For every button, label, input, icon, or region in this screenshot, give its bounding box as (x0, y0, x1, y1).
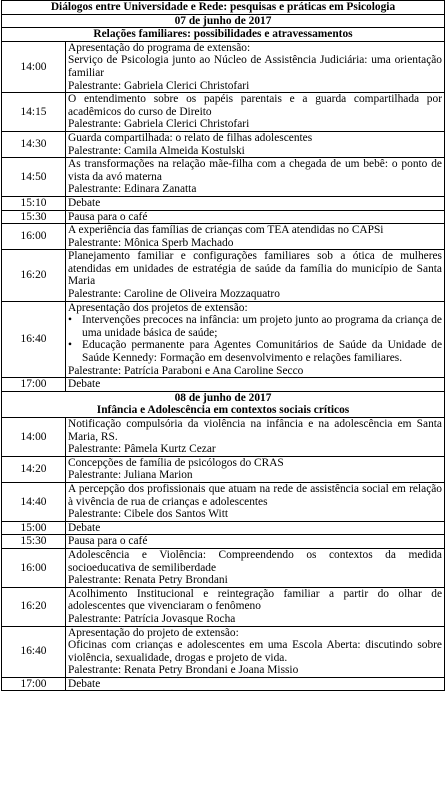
session-time: 15:30 (2, 535, 66, 549)
session-speaker: Palestrante: Cibele dos Santos Witt (68, 508, 229, 521)
session-time: 15:00 (2, 521, 66, 535)
session-time: 16:40 (2, 301, 66, 378)
session-cell (66, 548, 445, 587)
session-title: A percepção dos profissionais que atuam na rede de assistência social em relação à vivência de rua de crianças e adolescentes (68, 482, 442, 508)
session-label: Apresentação do projeto de extensão: (68, 626, 239, 639)
session-speaker: Palestrante: Camila Almeida Kostulski (68, 144, 245, 157)
session-cell (66, 131, 445, 157)
session-speaker: Palestrante: Edinara Zanatta (68, 183, 197, 196)
session-time: 14:15 (2, 93, 66, 132)
table-row (2, 482, 445, 521)
session-time: 14:30 (2, 131, 66, 157)
event-title: Diálogos entre Universidade e Rede: pesquisas e práticas em Psicologia (2, 1, 445, 15)
table-row (2, 93, 445, 132)
day-header-row (2, 391, 445, 417)
project-list (68, 314, 442, 364)
session-speaker: Palestrante: Gabriela Clerici Christofari (68, 79, 250, 92)
session-time: 17:00 (2, 378, 66, 392)
session-title: Debate (66, 677, 445, 691)
session-time: 17:00 (2, 677, 66, 691)
table-row (2, 548, 445, 587)
session-time: 15:10 (2, 196, 66, 210)
table-row (2, 418, 445, 457)
session-title: Pausa para o café (66, 210, 445, 224)
day-theme: Relações familiares: possibilidades e atravessamentos (2, 28, 445, 42)
table-row (2, 196, 445, 210)
day-theme: Infância e Adolescência em contextos sociais críticos (96, 404, 350, 417)
session-time: 14:40 (2, 482, 66, 521)
session-time: 16:40 (2, 626, 66, 677)
session-speaker: Palestrante: Renata Petry Brondani e Joana Missio (68, 664, 299, 677)
session-title: Oficinas com crianças e adolescentes em uma Escola Aberta: discutindo sobre violência, sexualidade, drogas e projeto de vida. (68, 639, 442, 664)
session-cell (66, 158, 445, 197)
session-cell (66, 482, 445, 521)
session-time: 16:20 (2, 250, 66, 301)
session-cell (66, 301, 445, 378)
table-row (2, 677, 445, 691)
session-time: 16:00 (2, 224, 66, 250)
session-title: Pausa para o café (66, 535, 445, 549)
day-date: 07 de junho de 2017 (2, 14, 445, 28)
session-label: Apresentação dos projetos de extensão: (68, 301, 248, 314)
session-cell (66, 418, 445, 457)
table-row (2, 626, 445, 677)
session-time: 14:20 (2, 456, 66, 482)
table-row (2, 456, 445, 482)
session-speaker: Palestrante: Renata Petry Brondani (68, 574, 228, 587)
session-cell (66, 93, 445, 132)
session-speaker: Palestrante: Caroline de Oliveira Mozzaquatro (68, 288, 280, 301)
schedule-table (1, 0, 445, 691)
list-item: • Intervenções precoces na infância: um projeto junto ao programa da criança de uma unidade básica de saúde; (68, 314, 442, 339)
session-cell (66, 456, 445, 482)
table-row (2, 210, 445, 224)
session-title: Concepções de família de psicólogos do CRAS (68, 456, 284, 469)
session-title: Adolescência e Violência: Compreendendo os contextos da medida socioeducativa de semiliberdade (68, 548, 442, 574)
session-time: 14:50 (2, 158, 66, 197)
session-title: O entendimento sobre os papéis parentais e a guarda compartilhada por acadêmicos do curso de Direito (68, 93, 442, 118)
table-title-row (2, 1, 445, 15)
session-speaker: Palestrante: Mônica Sperb Machado (68, 236, 234, 249)
table-row (2, 131, 445, 157)
table-row (2, 521, 445, 535)
day-header-row (2, 28, 445, 42)
session-title: Debate (66, 521, 445, 535)
table-row (2, 158, 445, 197)
session-speaker: Palestrante: Patrícia Paraboni e Ana Caroline Secco (68, 364, 304, 377)
table-row (2, 224, 445, 250)
session-cell (66, 250, 445, 301)
session-speaker: Palestrante: Juliana Marion (68, 469, 193, 482)
session-title: Guarda compartilhada: o relato de filhas adolescentes (68, 131, 313, 144)
session-time: 14:00 (2, 41, 66, 92)
session-cell (66, 626, 445, 677)
session-title: Acolhimento Institucional e reintegração familiar a partir do olhar de adolescentes que vivenciaram o fenômeno (68, 587, 442, 613)
session-cell (66, 41, 445, 92)
table-row (2, 587, 445, 626)
session-title: Debate (66, 378, 445, 392)
session-title: Planejamento familiar e configurações familiares sob a ótica de mulheres atendidas em unidades de estratégia de saúde da família do município de Santa Maria (68, 250, 442, 288)
day-header-cell (2, 391, 445, 417)
table-row (2, 535, 445, 549)
session-title: Serviço de Psicologia junto ao Núcleo de Assistência Judiciária: uma orientação familiar (68, 54, 442, 79)
table-row (2, 301, 445, 378)
session-cell (66, 587, 445, 626)
session-title: Notificação compulsória da violência na infância e na adolescência em Santa Maria, RS. (68, 418, 442, 443)
session-speaker: Palestrante: Gabriela Clerici Christofari (68, 118, 250, 131)
session-time: 16:20 (2, 587, 66, 626)
session-speaker: Palestrante: Patrícia Jovasque Rocha (68, 612, 236, 625)
session-time: 14:00 (2, 418, 66, 457)
session-title: A experiência das famílias de crianças com TEA atendidas no CAPSi (68, 224, 384, 237)
session-speaker: Palestrante: Pâmela Kurtz Cezar (68, 443, 216, 456)
session-cell (66, 224, 445, 250)
session-time: 16:00 (2, 548, 66, 587)
table-row (2, 378, 445, 392)
session-label: Apresentação do programa de extensão: (68, 41, 251, 54)
day-date: 08 de junho de 2017 (174, 391, 272, 404)
session-title: As transformações na relação mãe-filha com a chegada de um bebê: o ponto de vista da avó materna (68, 158, 442, 183)
table-row (2, 250, 445, 301)
list-item: • Educação permanente para Agentes Comunitários de Saúde da Unidade de Saúde Kennedy: Formação em desenvolvimento e relações familiares. (68, 339, 442, 364)
day-header-row (2, 14, 445, 28)
table-row (2, 41, 445, 92)
session-title: Debate (66, 196, 445, 210)
session-time: 15:30 (2, 210, 66, 224)
